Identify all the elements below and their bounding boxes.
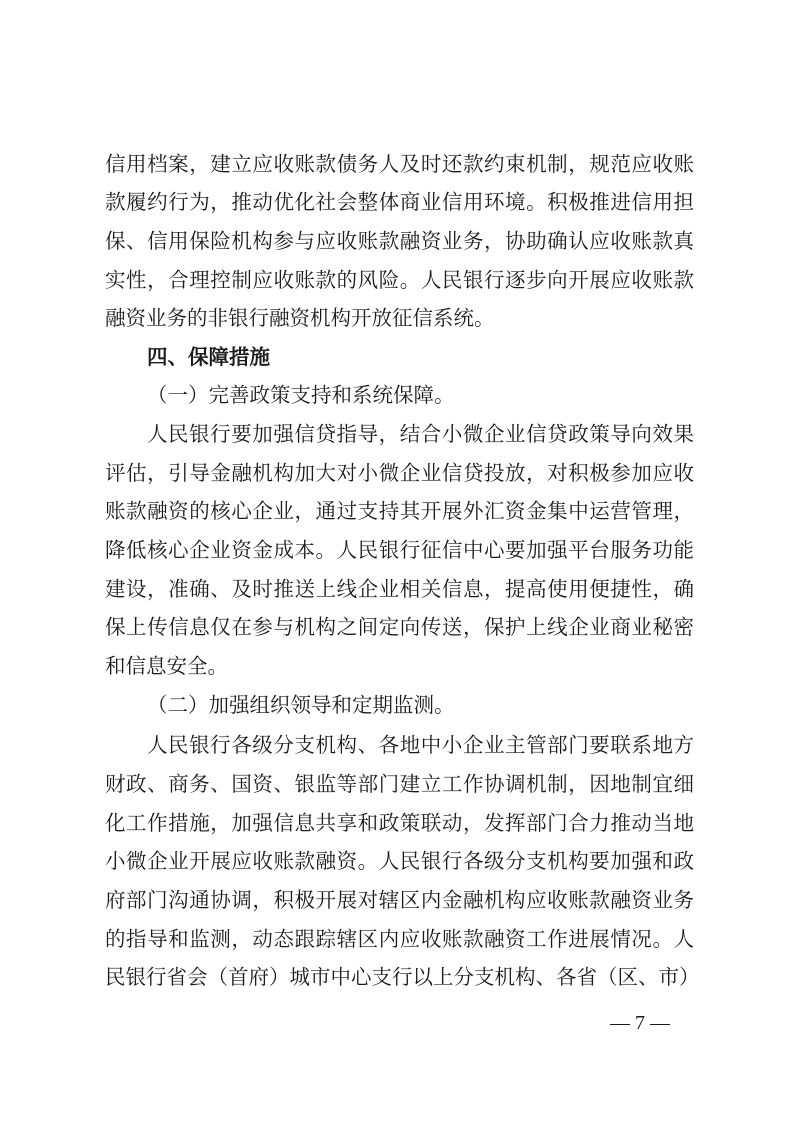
subsection-heading: （二）加强组织领导和定期监测。 [147, 693, 455, 717]
body-line: 民银行省会（首府）城市中心支行以上分支机构、各省（区、市） [105, 965, 700, 989]
body-line: 和信息安全。 [105, 654, 228, 678]
body-line: 评估，引导金融机构加大对小微企业信贷投放，对积极参加应收 [105, 461, 694, 485]
body-line: 人民银行各级分支机构、各地中小企业主管部门要联系地方 [147, 733, 694, 757]
body-line: 财政、商务、国资、银监等部门建立工作协调机制，因地制宜细 [105, 772, 694, 796]
body-line: 保上传信息仅在参与机构之间定向传送，保护上线企业商业秘密 [105, 615, 694, 639]
body-line: 保、信用保险机构参与应收账款融资业务，协助确认应收账款真 [105, 229, 694, 253]
body-line: 小微企业开展应收账款融资。人民银行各级分支机构要加强和政 [105, 849, 694, 873]
subsection-heading: （一）完善政策支持和系统保障。 [147, 383, 455, 407]
body-line: 人民银行要加强信贷指导，结合小微企业信贷政策导向效果 [147, 422, 694, 446]
body-line: 款履约行为，推动优化社会整体商业信用环境。积极推进信用担 [105, 190, 694, 214]
body-line: 账款融资的核心企业，通过支持其开展外汇资金集中运营管理， [105, 499, 694, 523]
body-line: 融资业务的非银行融资机构开放征信系统。 [105, 306, 495, 330]
page-number: — 7 — [610, 1012, 670, 1034]
body-line: 的指导和监测，动态跟踪辖区内应收账款融资工作进展情况。人 [105, 927, 694, 951]
body-line: 建设，准确、及时推送上线企业相关信息，提高使用便捷性，确 [105, 577, 694, 601]
section-heading: 四、保障措施 [147, 345, 270, 369]
body-line: 实性，合理控制应收账款的风险。人民银行逐步向开展应收账款 [105, 268, 694, 292]
body-line: 信用档案，建立应收账款债务人及时还款约束机制，规范应收账 [105, 152, 694, 176]
body-line: 府部门沟通协调，积极开展对辖区内金融机构应收账款融资业务 [105, 888, 694, 912]
body-line: 化工作措施，加强信息共享和政策联动，发挥部门合力推动当地 [105, 811, 694, 835]
body-line: 降低核心企业资金成本。人民银行征信中心要加强平台服务功能 [105, 538, 694, 562]
